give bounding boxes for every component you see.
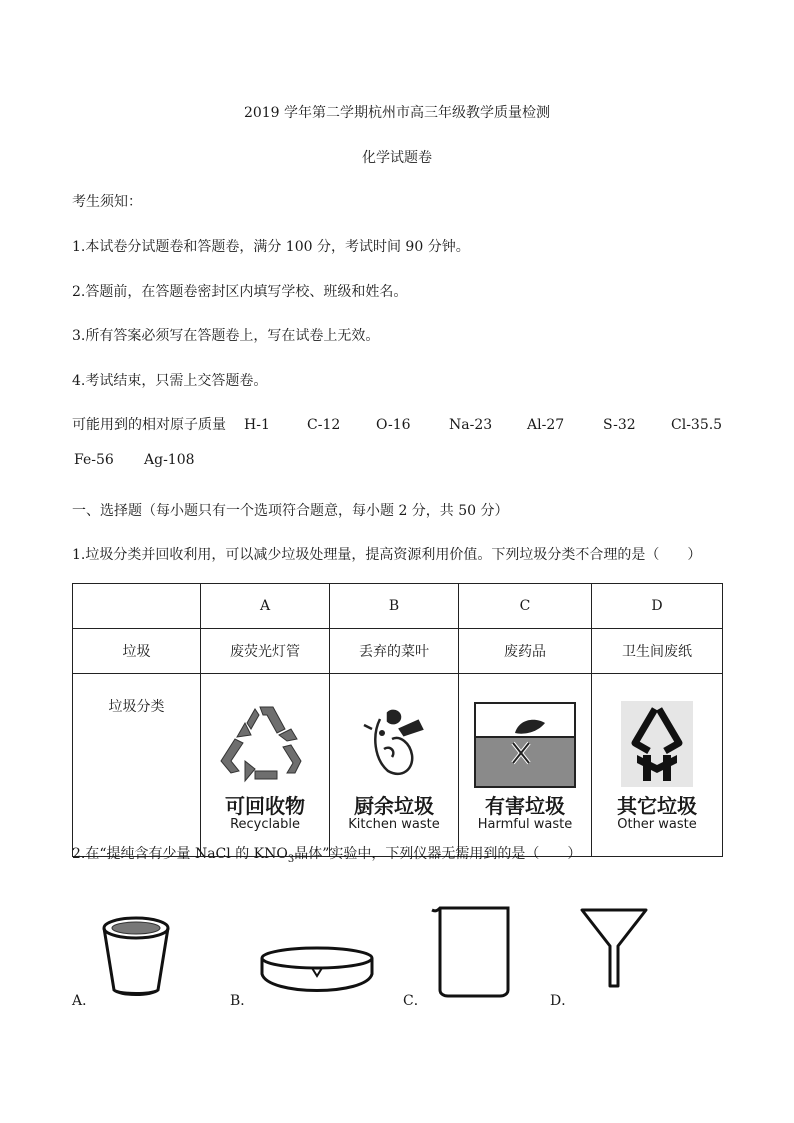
column-b: B	[330, 584, 459, 629]
crucible-icon	[100, 914, 172, 998]
column-c: C	[459, 584, 592, 629]
mass-al: Al-27	[527, 417, 565, 433]
recycle-icon	[205, 699, 325, 791]
class-a-cn: 可回收物	[225, 794, 305, 818]
section-heading: 一、选择题（每小题只有一个选项符合题意，每小题 2 分，共 50 分）	[72, 503, 509, 519]
table-row	[73, 674, 723, 857]
food-scraps-icon	[334, 699, 454, 791]
mass-c: C-12	[307, 417, 341, 433]
q2-stem-pre: 2.在“提纯含有少量 NaCl 的 KNO	[72, 846, 288, 862]
exam-subtitle: 化学试题卷	[362, 150, 432, 166]
exam-title: 2019 学年第二学期杭州市高三年级教学质量检测	[243, 105, 551, 121]
mass-s: S-32	[603, 417, 636, 433]
class-a-cell	[201, 674, 330, 857]
other-waste-icon	[597, 699, 717, 791]
class-c-cell	[459, 674, 592, 857]
notice-heading: 考生须知：	[72, 194, 142, 210]
notice-item-4: 4.考试结束，只需上交答题卷。	[72, 373, 268, 389]
class-c-en: Harmful waste	[477, 817, 573, 832]
mass-ag: Ag-108	[144, 452, 195, 468]
waste-c: 废药品	[459, 629, 592, 674]
class-d-cn: 其它垃圾	[617, 794, 697, 818]
kitchen-waste-symbol	[334, 699, 454, 831]
row-label-class: 垃圾分类	[73, 674, 201, 857]
class-b-cn: 厨余垃圾	[354, 794, 434, 818]
class-c-cn: 有害垃圾	[485, 794, 565, 818]
mass-na: Na-23	[449, 417, 493, 433]
waste-d: 卫生间废纸	[592, 629, 723, 674]
q2-option-c-label: C．	[403, 993, 428, 1009]
q1-table	[72, 583, 723, 857]
notice-item-3: 3.所有答案必须写在答题卷上，写在试卷上无效。	[72, 328, 380, 344]
other-waste-symbol	[597, 699, 717, 831]
atomic-mass-label: 可能用到的相对原子质量	[72, 417, 226, 433]
class-d-cell	[592, 674, 723, 857]
table-row	[73, 629, 723, 674]
hazard-icon	[465, 699, 585, 791]
q2-stem	[72, 845, 581, 869]
q2-stem-subscript: 3	[287, 853, 295, 865]
class-d-en: Other waste	[617, 817, 697, 832]
beaker-icon	[430, 904, 516, 998]
notice-item-2: 2.答题前，在答题卷密封区内填写学校、班级和姓名。	[72, 284, 408, 300]
table-corner-cell	[73, 584, 201, 629]
row-label-waste: 垃圾	[73, 629, 201, 674]
q1-stem: 1.垃圾分类并回收利用，可以减少垃圾处理量，提高资源利用价值。下列垃圾分类不合理的是（ ）	[72, 547, 702, 563]
column-d: D	[592, 584, 723, 629]
mass-fe: Fe-56	[74, 452, 114, 468]
table-header-row	[73, 584, 723, 629]
class-a-en: Recyclable	[230, 817, 300, 832]
column-a: A	[201, 584, 330, 629]
evaporating-dish-icon	[258, 944, 376, 1002]
class-b-cell	[330, 674, 459, 857]
mass-h: H-1	[244, 417, 270, 433]
q2-stem-post: 晶体”实验中，下列仪器无需用到的是（ ）	[294, 846, 582, 862]
mass-o: O-16	[376, 417, 411, 433]
funnel-icon	[580, 906, 650, 988]
notice-item-1: 1.本试卷分试题卷和答题卷，满分 100 分，考试时间 90 分钟。	[72, 239, 470, 255]
waste-b: 丢弃的菜叶	[330, 629, 459, 674]
waste-a: 废荧光灯管	[201, 629, 330, 674]
mass-cl: Cl-35.5	[671, 417, 723, 433]
class-b-en: Kitchen waste	[348, 817, 440, 832]
q2-option-d-label: D．	[550, 993, 576, 1009]
q2-option-a-label: A．	[72, 993, 97, 1009]
harmful-waste-symbol	[465, 699, 585, 831]
recyclable-symbol	[205, 699, 325, 831]
q2-option-b-label: B．	[230, 993, 255, 1009]
